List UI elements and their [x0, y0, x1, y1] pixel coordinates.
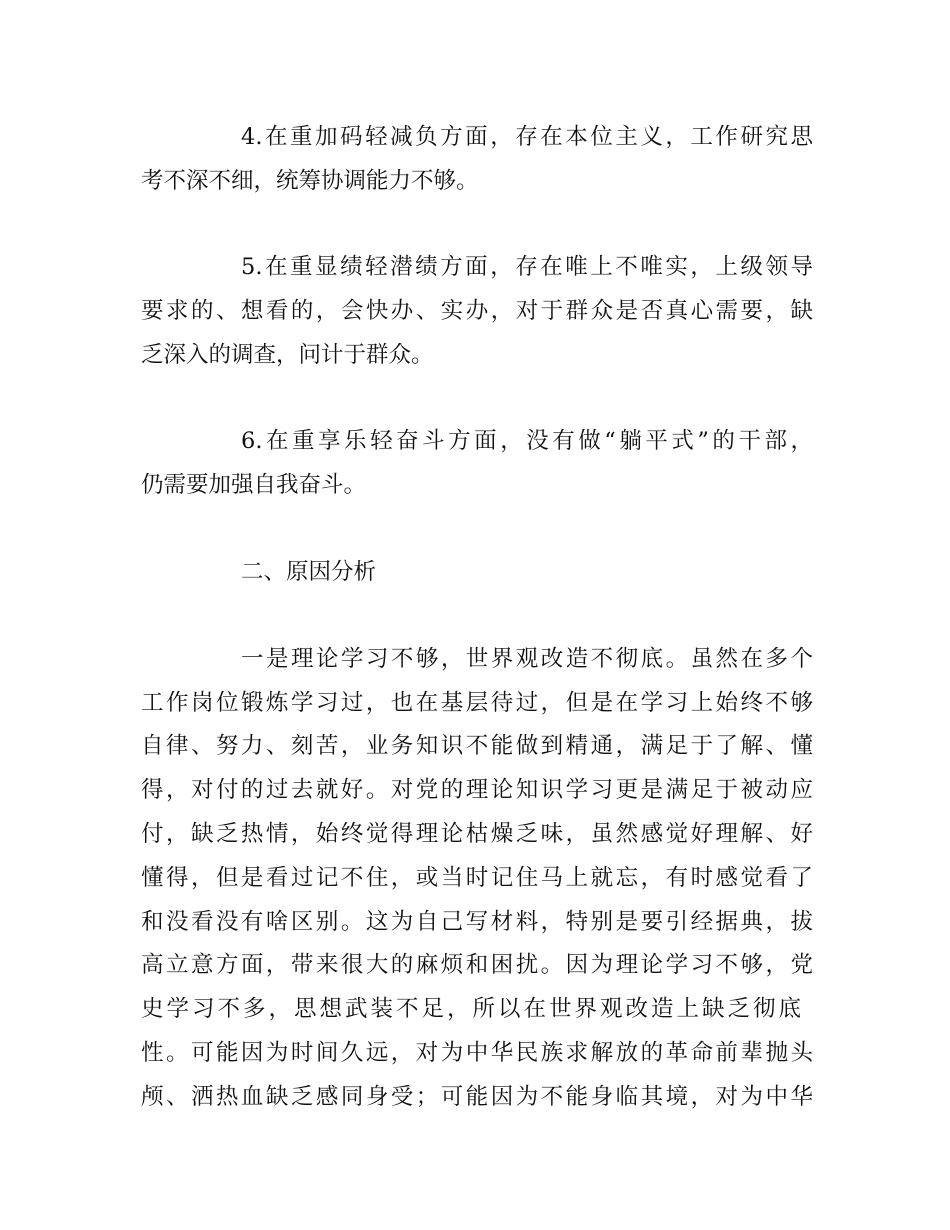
paragraph-4-line-1: 4.在重加码轻减负方面，存在本位主义，工作研究思	[241, 124, 813, 150]
paragraph-7-line-11: 颅、洒热血缺乏感同身受；可能因为不能身临其境，对为中华	[141, 1084, 813, 1110]
paragraph-6-line-1: 6.在重享乐轻奋斗方面，没有做“躺平式”的干部，	[241, 428, 813, 454]
section-heading-cause-analysis: 二、原因分析	[241, 559, 377, 585]
paragraph-6-line-2: 仍需要加强自我奋斗。	[141, 472, 367, 498]
paragraph-7-line-6: 懂得，但是看过记不住，或当时记住马上就忘，有时感觉看了	[141, 865, 813, 891]
paragraph-7-line-7: 和没看没有啥区别。这为自己写材料，特别是要引经据典，拔	[141, 909, 813, 935]
paragraph-7-line-3: 自律、努力、刻苦，业务知识不能做到精通，满足于了解、懂	[141, 733, 813, 759]
paragraph-5-line-2: 要求的、想看的，会快办、实办，对于群众是否真心需要，缺	[141, 298, 813, 324]
paragraph-7-line-4: 得，对付的过去就好。对党的理论知识学习更是满足于被动应	[141, 777, 813, 803]
paragraph-7-line-5: 付，缺乏热情，始终觉得理论枯燥乏味，虽然感觉好理解、好	[141, 821, 813, 847]
paragraph-5-line-3: 乏深入的调查，问计于群众。	[141, 342, 434, 368]
paragraph-7-line-10: 性。可能因为时间久远，对为中华民族求解放的革命前辈抛头	[141, 1040, 813, 1066]
paragraph-7-line-8: 高立意方面，带来很大的麻烦和困扰。因为理论学习不够，党	[141, 952, 813, 978]
paragraph-5-line-1: 5.在重显绩轻潜绩方面，存在唯上不唯实，上级领导	[241, 254, 813, 280]
paragraph-4-line-2: 考不深不细，统筹协调能力不够。	[141, 168, 479, 194]
paragraph-7-line-9: 史学习不多，思想武装不足，所以在世界观改造上缺乏彻底	[141, 996, 801, 1022]
paragraph-7-line-2: 工作岗位锻炼学习过，也在基层待过，但是在学习上始终不够	[141, 690, 813, 716]
paragraph-7-line-1: 一是理论学习不够，世界观改造不彻底。虽然在多个	[241, 646, 813, 672]
